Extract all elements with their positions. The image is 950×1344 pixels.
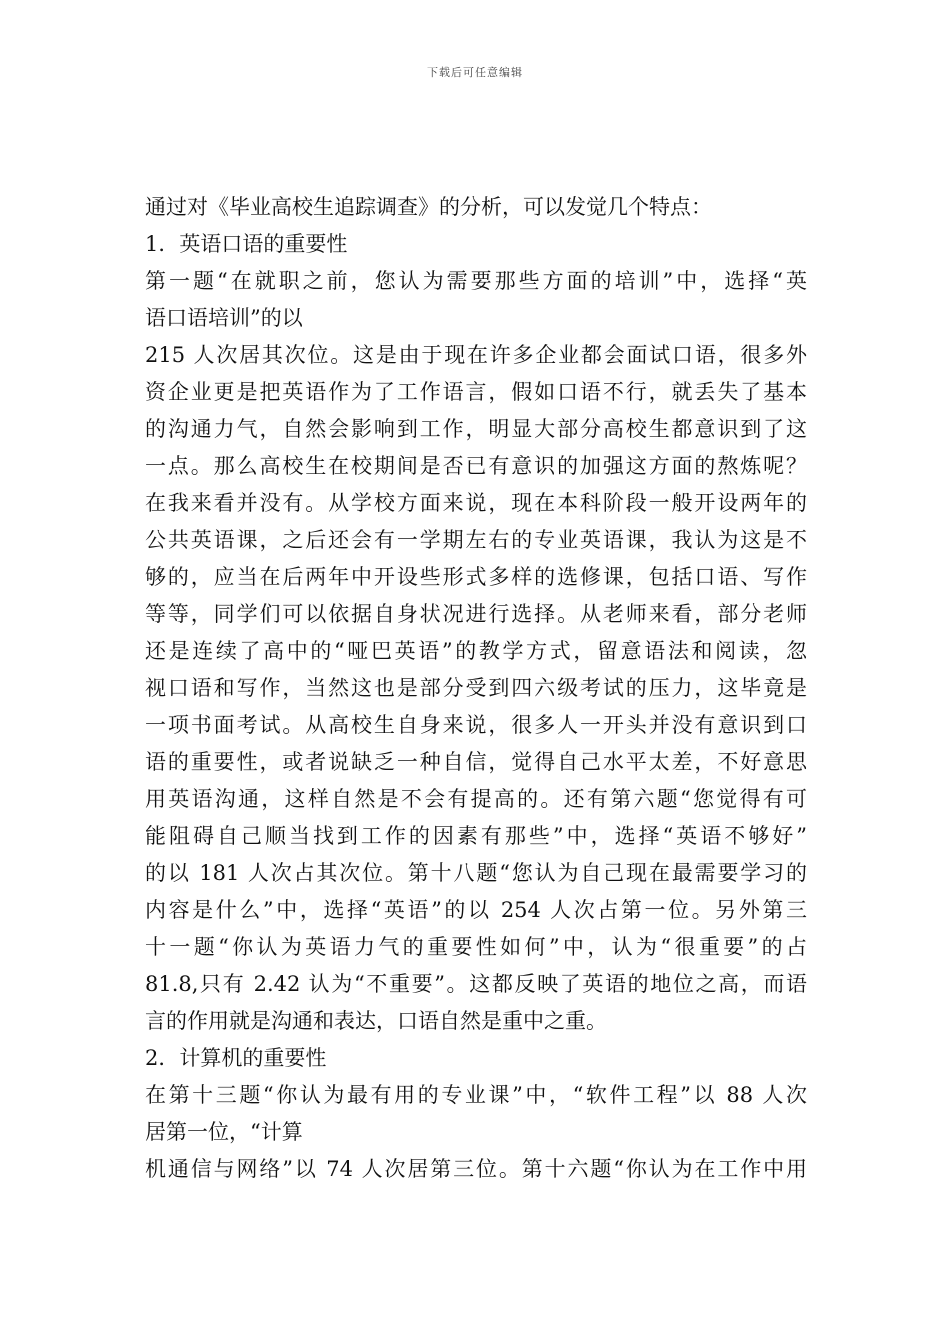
text-line: 能阻碍自己顺当找到工作的因素有那些”中，选择“英语不够好” — [145, 824, 807, 848]
text-line: 机通信与网络”以 74 人次居第三位。第十六题“你认为在工作中用 — [145, 1157, 807, 1181]
text-line: 够的，应当在后两年中开设些形式多样的选修课，包括口语、写作 — [145, 565, 807, 589]
text-line: 通过对《毕业高校生追踪调查》的分析，可以发觉几个特点： — [145, 195, 712, 219]
text-line: 的以 181 人次占其次位。第十八题“您认为自己现在最需要学习的 — [145, 861, 807, 885]
text-line: 用英语沟通，这样自然是不会有提高的。还有第六题“您觉得有可 — [145, 787, 807, 811]
text-line: 内容是什么”中，选择“英语”的以 254 人次占第一位。另外第三 — [145, 898, 807, 922]
text-line: 在第十三题“你认为最有用的专业课”中，“软件工程”以 88 人次 — [145, 1083, 807, 1107]
text-line: 2．计算机的重要性 — [145, 1046, 327, 1070]
text-line: 视口语和写作，当然这也是部分受到四六级考试的压力，这毕竟是 — [145, 676, 807, 700]
text-line: 一点。那么高校生在校期间是否已有意识的加强这方面的熬炼呢？ — [145, 454, 807, 478]
text-line: 一项书面考试。从高校生自身来说，很多人一开头并没有意识到口 — [145, 713, 807, 737]
text-line: 1．英语口语的重要性 — [145, 232, 348, 256]
text-line: 十一题“你认为英语力气的重要性如何”中，认为“很重要”的占 — [145, 935, 807, 959]
text-line: 语的重要性，或者说缺乏一种自信，觉得自己水平太差，不好意思 — [145, 750, 807, 774]
document-body — [145, 189, 807, 1188]
text-line: 居第一位，“计算 — [145, 1120, 303, 1144]
text-line: 等等，同学们可以依据自身状况进行选择。从老师来看，部分老师 — [145, 602, 807, 626]
text-line: 言的作用就是沟通和表达，口语自然是重中之重。 — [145, 1009, 607, 1033]
text-line: 的沟通力气，自然会影响到工作，明显大部分高校生都意识到了这 — [145, 417, 807, 441]
text-line: 第一题“在就职之前，您认为需要那些方面的培训”中，选择“英 — [145, 269, 807, 293]
page-header: 下载后可任意编辑 — [427, 66, 523, 79]
text-line: 还是连续了高中的“哑巴英语”的教学方式，留意语法和阅读，忽 — [145, 639, 807, 663]
text-line: 公共英语课，之后还会有一学期左右的专业英语课，我认为这是不 — [145, 528, 807, 552]
text-line: 在我来看并没有。从学校方面来说，现在本科阶段一般开设两年的 — [145, 491, 807, 515]
text-line: 81.8,只有 2.42 认为“不重要”。这都反映了英语的地位之高，而语 — [145, 972, 807, 996]
text-line: 资企业更是把英语作为了工作语言，假如口语不行，就丢失了基本 — [145, 380, 807, 404]
text-line: 215 人次居其次位。这是由于现在许多企业都会面试口语，很多外 — [145, 343, 807, 367]
text-line: 语口语培训”的以 — [145, 306, 303, 330]
